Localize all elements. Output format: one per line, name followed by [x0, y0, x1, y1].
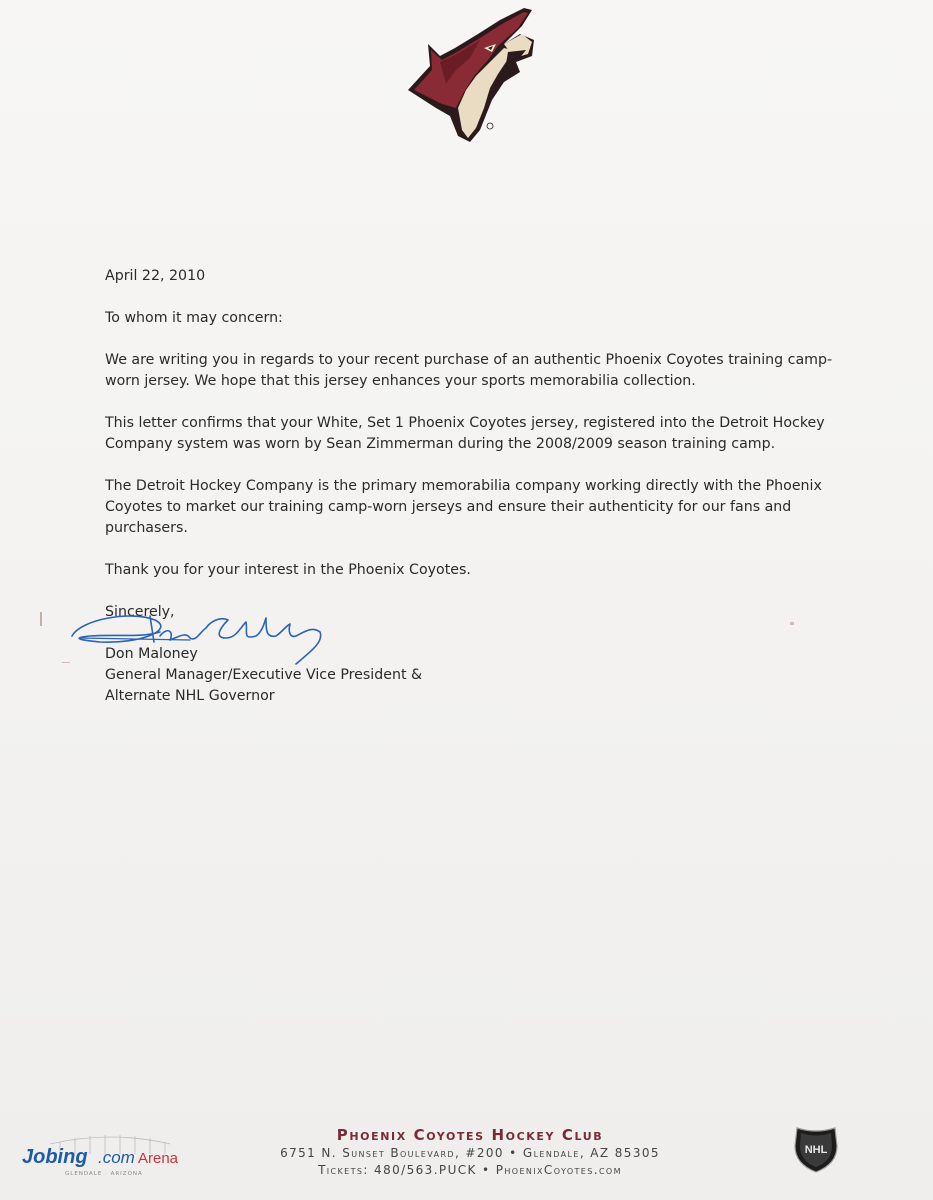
letter-paragraph — [105, 350, 845, 392]
paragraph-line: Thank you for your interest in the Phoenix Coyotes. — [105, 562, 471, 578]
letter-paragraph — [105, 413, 845, 455]
paper-mark — [40, 612, 42, 626]
paragraph-line: Coyotes to market our training camp-worn jerseys and ensure their authenticity for our fans and — [105, 499, 792, 515]
handwritten-signature — [60, 602, 360, 672]
letter-body — [105, 266, 845, 707]
signature-block — [105, 602, 845, 707]
footer-club-name: Phoenix Coyotes Hockey Club — [336, 1126, 604, 1144]
footer-address: 6751 N. Sunset Boulevard, #200 • Glendale, AZ 85305 — [280, 1146, 660, 1160]
arena-word-com: .com — [98, 1148, 135, 1167]
letter-closing: Sincerely, — [105, 604, 175, 620]
letter-salutation: To whom it may concern: — [105, 310, 283, 326]
paragraph-line: Company system was worn by Sean Zimmerman during the 2008/2009 season training camp. — [105, 436, 776, 452]
paragraph-line: We are writing you in regards to your recent purchase of an authentic Phoenix Coyotes training camp- — [105, 352, 833, 368]
nhl-shield-icon — [793, 1124, 839, 1174]
nhl-text: NHL — [804, 1144, 828, 1156]
paper-mark — [62, 662, 70, 663]
signer-name: Don Maloney — [105, 646, 198, 662]
arena-word-jobing: Jobing — [22, 1146, 88, 1168]
letter-paragraph — [105, 476, 845, 539]
footer-tickets: Tickets: 480/563.PUCK • PhoenixCoyotes.com — [318, 1163, 622, 1177]
arena-location: GLENDALE · ARIZONA — [65, 1171, 143, 1177]
arena-word-arena: Arena — [138, 1150, 179, 1167]
letter-date: April 22, 2010 — [105, 268, 206, 284]
letter-paragraph — [105, 560, 845, 581]
signer-title: Alternate NHL Governor — [105, 688, 275, 704]
paragraph-line: The Detroit Hockey Company is the primary memorabilia company working directly with the Phoenix — [105, 478, 822, 494]
arena-logo — [20, 1130, 200, 1180]
paper-mark — [790, 622, 794, 625]
paragraph-line: purchasers. — [105, 520, 188, 536]
paragraph-line: worn jersey. We hope that this jersey enhances your sports memorabilia collection. — [105, 373, 696, 389]
coyote-head-icon — [400, 4, 540, 146]
signer-title: General Manager/Executive Vice President & — [105, 667, 423, 683]
paragraph-line: This letter confirms that your White, Set 1 Phoenix Coyotes jersey, registered into the Detroit Hockey — [105, 415, 825, 431]
